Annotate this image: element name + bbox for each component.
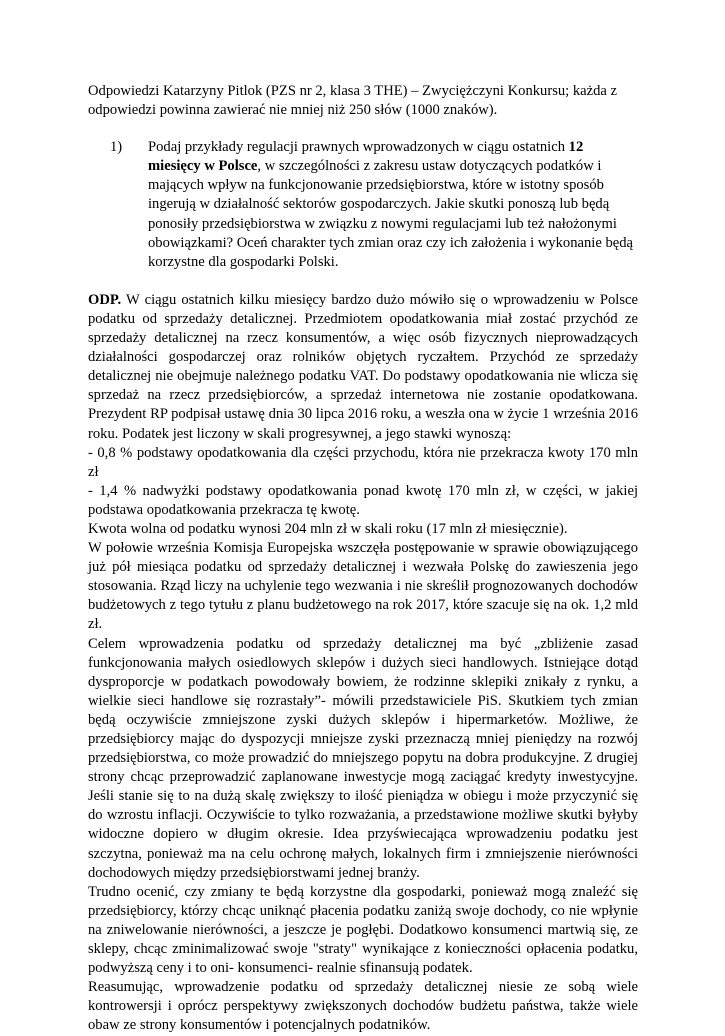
answer-block	[88, 291, 638, 1036]
answer-paragraph-5: Trudno ocenić, czy zmiany te będą korzystne dla gospodarki, ponieważ mogą znaleźć się przedsiębiorcy, którzy chcąc uniknąć płacenia podatku zaniżą swoje dochody, co nie wpłynie na zniwelowanie nierówności, a jeszcze je pogłębi. Dodatkowo konsumenci martwią się, ze sklepy, chcąc zminimalizować swoje "straty" wynikające z konieczności opłacenia podatku, podwyższą ceny i to oni- konsumenci- realnie sfinansują podatek.	[88, 883, 638, 977]
rate-bullet-2: - 1,4 % nadwyżki podstawy opodatkowania ponad kwotę 170 mln zł, w części, w jakiej podstawa opodatkowania przekracza tę kwotę.	[88, 482, 638, 518]
question-number: 1)	[110, 139, 123, 156]
answer-paragraph-4: Celem wprowadzenia podatku od sprzedaży detalicznej ma być „zbliżenie zasad funkcjonowania małych osiedlowych sklepów i dużych sieci handlowych. Istniejące dotąd dysproporcje w podatkach powodowały bowiem, że rodzinne sklepiki znikały z rynku, a wielkie sieci handlowe się rozrastały”- mówili przedstawiciele PiS. Skutkiem tych zmian będą oczywiście zmniejszone zyski dużych sklepów i hipermarketów. Możliwe, że przedsiębiorcy mając do dyspozycji mniejsze zyski przeznaczą mniej pieniędzy na rozwój przedsiębiorstwa, co może prowadzić do mniejszego popytu na dobra produkcyjne. Z drugiej strony chcąc przeprowadzić zaplanowane inwestycje mogą zaciągać kredyty inwestycyjne. Jeśli stanie się to na dużą skalę zwiększy to ilość pieniądza w obiegu i może przyczynić się do wzrostu inflacji. Oczywiście to tylko rozważania, a przedstawione możliwe skutki byłyby widoczne dopiero w długim okresie. Idea przyświecająca wprowadzeniu podatku jest szczytna, ponieważ ma na celu ochronę małych, lokalnych firm i zmniejszenie nierówności dochodowych między przedsiębiorstwami jednej branży.	[88, 635, 638, 881]
question-text	[148, 138, 638, 272]
document-page	[88, 82, 638, 1036]
answer-label: ODP.	[88, 291, 122, 308]
answer-paragraph-3: W połowie września Komisja Europejska wszczęła postępowanie w sprawie obowiązującego już pół miesiąca podatku od sprzedaży detalicznej i wezwała Polskę do zawieszenia jego stosowania. Rząd liczy na uchylenie tego wezwania i nie skreślił prognozowanych dochodów budżetowych z tego tytułu z planu budżetowego na rok 2017, które szacuje się na ok. 1,2 mld zł.	[88, 540, 638, 633]
question-item	[88, 138, 638, 272]
answer-paragraph-6: Reasumując, wprowadzenie podatku od sprzedaży detalicznej niesie ze sobą wiele kontrowersji i oprócz perspektywy zwiększonych dochodów budżetu państwa, także wiele obaw ze strony konsumentów i potencjalnych podatników.	[88, 979, 638, 1034]
question-text-end: , w szczególności z zakresu ustaw dotyczących podatków i mających wpływ na funkcjonowanie przedsiębiorstwa, które w istotny sposób ingerują w działalność sektorów gospodarczych. Jakie skutki ponoszą lub będą ponosiły przedsiębiorstwa w związku z nowymi regulacjami lub też nałożonymi obowiązkami? Oceń charakter tych zmian oraz czy ich założenia i wykonanie będą korzystne dla gospodarki Polski.	[148, 158, 633, 270]
rate-bullet-1: - 0,8 % podstawy opodatkowania dla części przychodu, która nie przekracza kwoty 170 mln zł	[88, 444, 638, 480]
question-bold-phrase: 12 miesięcy w Polsce	[148, 139, 584, 175]
answer-paragraph-1	[88, 291, 638, 444]
answer-paragraph-2: Kwota wolna od podatku wynosi 204 mln zł w skali roku (17 mln zł miesięcznie).	[88, 520, 568, 537]
intro-paragraph: Odpowiedzi Katarzyny Pitlok (PZS nr 2, klasa 3 THE) – Zwyciężczyni Konkursu; każda z odpowiedzi powinna zawierać nie mniej niż 250 słów (1000 znaków).	[88, 83, 618, 119]
answer-text-1: W ciągu ostatnich kilku miesięcy bardzo dużo mówiło się o wprowadzeniu w Polsce podatku od sprzedaży detalicznej. Przedmiotem opodatkowania miał zostać przychód ze sprzedaży detalicznej na rzecz konsumentów, a więc osób fizycznych nieprowadzących działalności gospodarczej oraz rolników objętych ryczałtem. Przychód ze sprzedaży detalicznej nie obejmuje należnego podatku VAT. Do podstawy opodatkowania nie wlicza się sprzedaż na rzecz przedsiębiorców, a sprzedaż internetowa nie zostanie opodatkowana. Prezydent RP podpisał ustawę dnia 30 lipca 2016 roku, a weszła ona w życie 1 września 2016 roku. Podatek jest liczony w skali progresywnej, a jego stawki wynoszą:	[88, 291, 638, 442]
question-text-start: Podaj przykłady regulacji prawnych wprowadzonych w ciągu ostatnich	[148, 139, 569, 156]
